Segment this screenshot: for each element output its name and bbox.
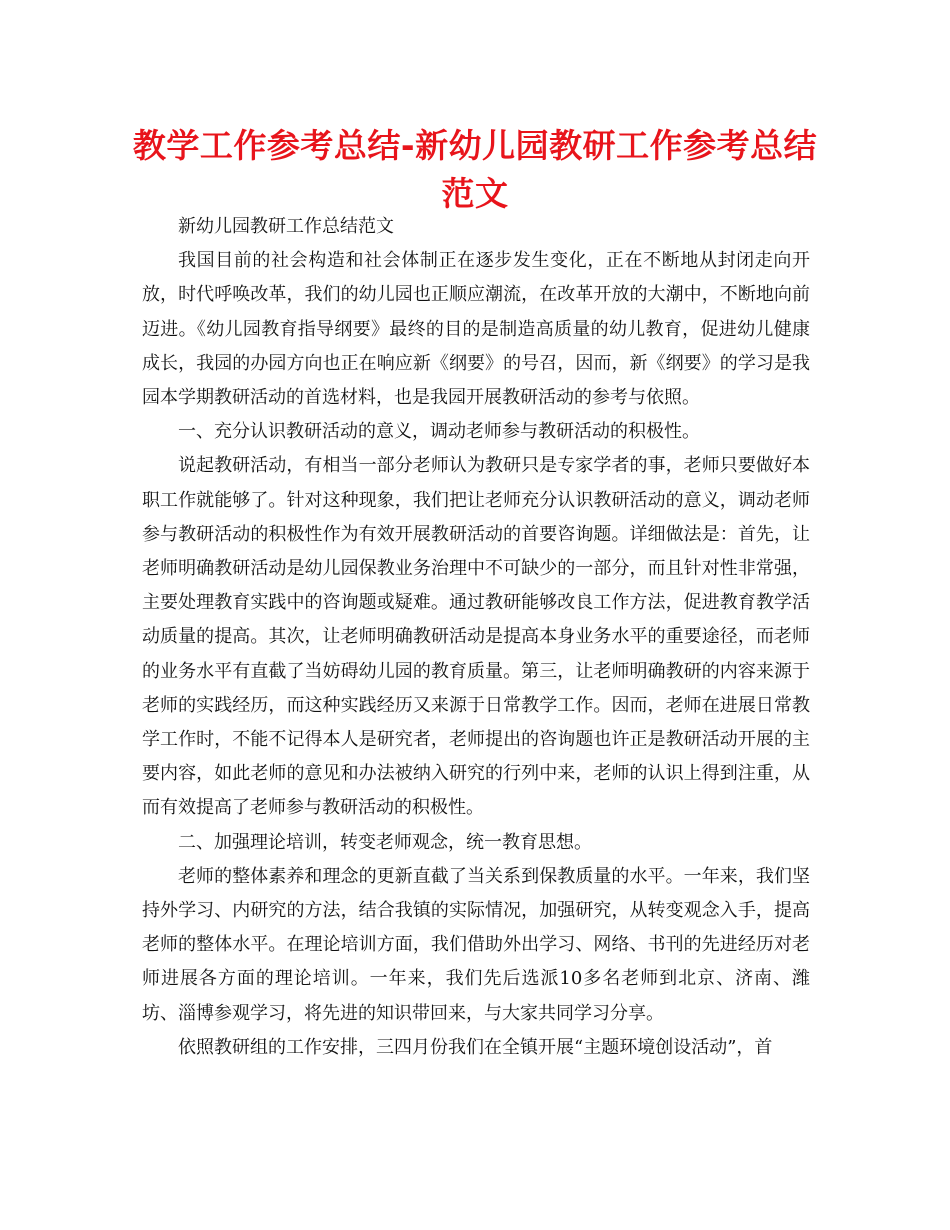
section-heading: 二、加强理论培训，转变老师观念，统一教育思想。 xyxy=(178,831,592,853)
body-paragraph: 依照教研组的工作安排，三四月份我们在全镇开展“主题环境创设活动”，首 xyxy=(178,1036,773,1058)
subtitle-paragraph: 新幼儿园教研工作总结范文 xyxy=(178,216,394,237)
body-paragraph: 说起教研活动，有相当一部分老师认为教研只是专家学者的事，老师只要做好本职工作就能够了。针对这种现象，我们把让老师充分认识教研活动的意义，调动老师参与教研活动的积极性作为有效开展教研活动的首要咨询题。详细做法是：首先，让老师明确教研活动是幼儿园保教业务治理中不可缺少的一部分，而且针对性非常强，主要处理教育实践中的咨询题或疑难。通过教研能够改良工作方法，促进教育教学活动质量的提高。其次，让老师明确教研活动是提高本身业务水平的重要途径，而老师的业务水平有直截了当妨碍幼儿园的教育质量。第三，让老师明确教研的内容来源于老师的实践经历，而这种实践经历又来源于日常教学工作。因而，老师在进展日常教学工作时，不能不记得本人是研究者，老师提出的咨询题也许正是教研活动开展的主要内容，如此老师的意见和办法被纳入研究的行列中来，老师的认识上得到注重，从而有效提高了老师参与教研活动的积极性。 xyxy=(142,455,810,819)
document-body xyxy=(142,210,810,1065)
document-title: 教学工作参考总结-新幼儿园教研工作参考总结范文 xyxy=(132,126,818,213)
body-paragraph: 老师的整体素养和理念的更新直截了当关系到保教质量的水平。一年来，我们坚持外学习、内研究的方法，结合我镇的实际情况，加强研究，从转变观念入手，提高老师的整体水平。在理论培训方面，我们借助外出学习、网络、书刊的先进经历对老师进展各方面的理论培训。一年来，我们先后选派10多名老师到北京、济南、潍坊、淄博参观学习，将先进的知识带回来，与大家共同学习分享。 xyxy=(142,865,810,1024)
section-heading: 一、充分认识教研活动的意义，调动老师参与教研活动的积极性。 xyxy=(178,421,700,443)
body-paragraph: 我国目前的社会构造和社会体制正在逐步发生变化，正在不断地从封闭走向开放，时代呼唤改革，我们的幼儿园也正顺应潮流，在改革开放的大潮中，不断地向前迈进。《幼儿园教育指导纲要》最终的目的是制造高质量的幼儿教育，促进幼儿健康成长，我园的办园方向也正在响应新《纲要》的号召，因而，新《纲要》的学习是我园本学期教研活动的首选材料，也是我园开展教研活动的参考与依照。 xyxy=(142,250,810,409)
